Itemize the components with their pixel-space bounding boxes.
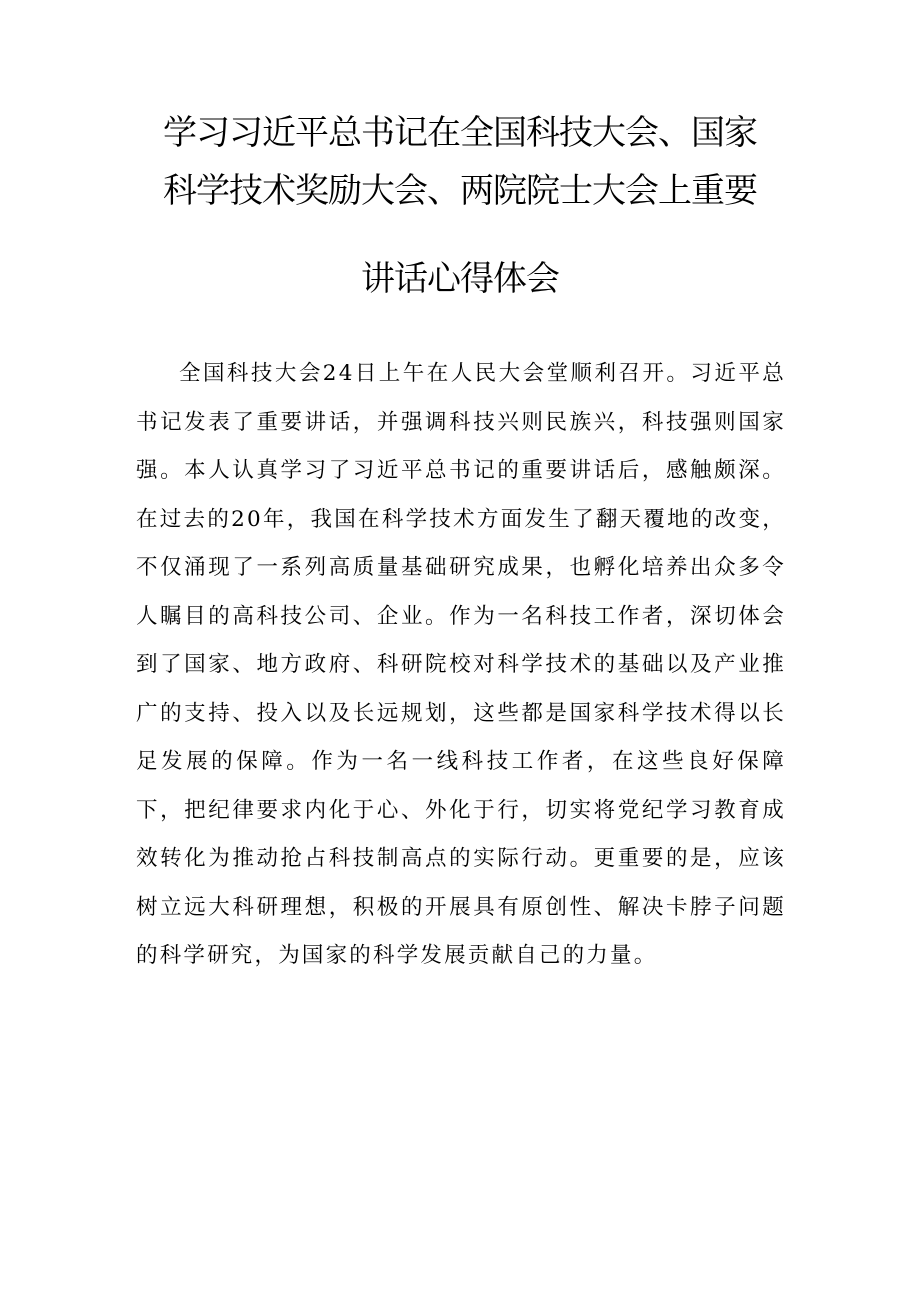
document-title bbox=[130, 104, 790, 308]
body-paragraph: 全国科技大会24日上午在人民大会堂顺利召开。习近平总书记发表了重要讲话，并强调科技兴则民族兴，科技强则国家强。本人认真学习了习近平总书记的重要讲话后，感触颇深。在过去的20年，我国在科学技术方面发生了翻天覆地的改变，不仅涌现了一系列高质量基础研究成果，也孵化培养出众多令人瞩目的高科技公司、企业。作为一名科技工作者，深切体会到了国家、地方政府、科研院校对科学技术的基础以及产业推广的支持、投入以及长远规划，这些都是国家科学技术得以长足发展的保障。作为一名一线科技工作者，在这些良好保障下，把纪律要求内化于心、外化于行，切实将党纪学习教育成效转化为推动抢占科技制高点的实际行动。更重要的是，应该树立远大科研理想，积极的开展具有原创性、解决卡脖子问题的科学研究，为国家的科学发展贡献自己的力量。 bbox=[136, 361, 786, 968]
title-line-1: 学习习近平总书记在全国科技大会、国家 bbox=[163, 113, 757, 153]
title-line-2: 科学技术奖励大会、两院院士大会上重要 bbox=[163, 171, 757, 211]
title-line-3: 讲话心得体会 bbox=[361, 259, 559, 299]
